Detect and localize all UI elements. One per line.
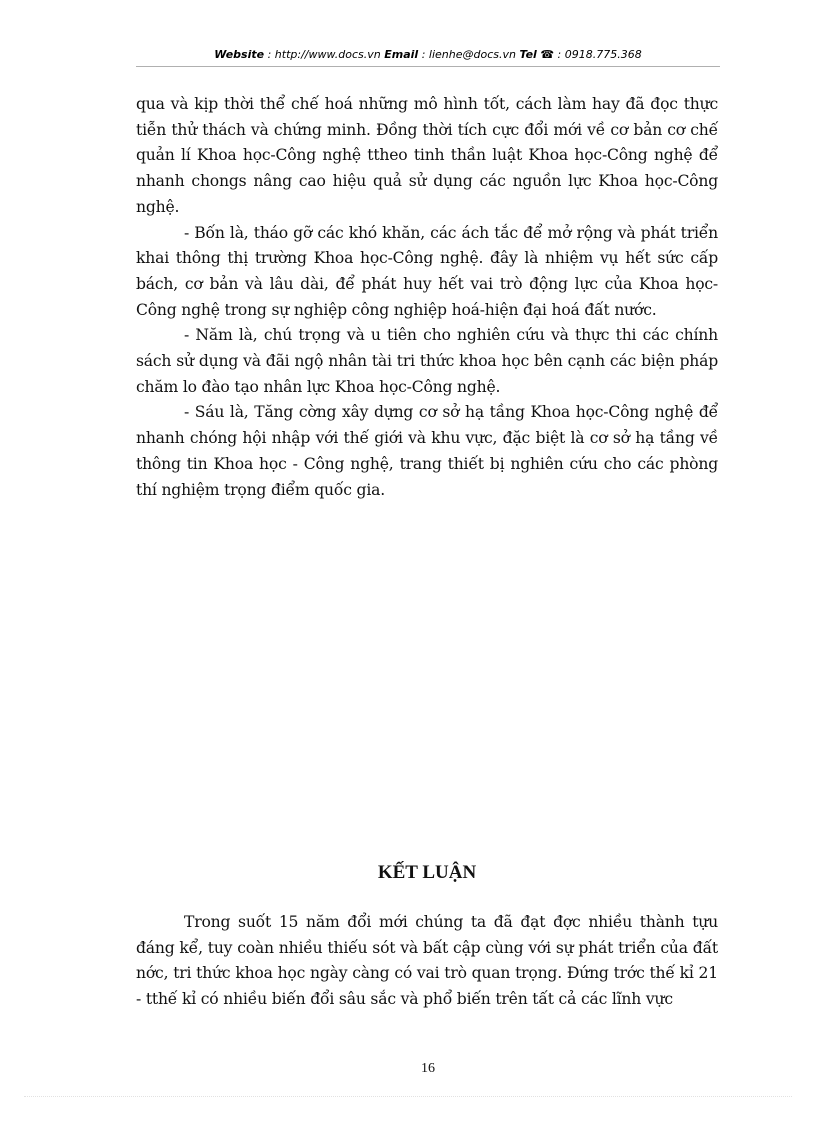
email-value: : lienhe@docs.vn: [418, 48, 520, 61]
conclusion-paragraph: Trong suốt 15 năm đổi mới chúng ta đã đạt đợc nhiều thành tựu đáng kể, tuy coàn nhiều thiếu sót và bất cập cùng với sự phát triển của đất nớc, tri thức khoa học ngày càng có vai trò quan trọng. Đứng trớc thế kỉ 21 - tthế kỉ có nhiều biến đổi sâu sắc và phổ biến trên tất cả các lĩnh vực: [136, 913, 718, 1009]
phone-icon: ☎: [540, 48, 555, 61]
paragraph-item-five: - Năm là, chú trọng và u tiên cho nghiên cứu và thực thi các chính sách sử dụng và đãi ngộ nhân tài tri thức khoa học bên cạnh các biện pháp chăm lo đào tạo nhân lực Khoa học-Công nghệ.: [136, 326, 718, 396]
tel-label: Tel: [519, 48, 537, 61]
paragraph-continuation: qua và kịp thời thể chế hoá những mô hình tốt, cách làm hay đã đọc thực tiễn thử thách và chứng minh. Đồng thời tích cực đổi mới về cơ bản cơ chế quản lí Khoa học-Công nghệ ttheo tinh thần luật Khoa học-Công nghệ để nhanh chongs nâng cao hiệu quả sử dụng các nguồn lực Khoa học-Công nghệ.: [136, 95, 718, 216]
page-number: 16: [421, 1061, 435, 1076]
website-label: Website: [214, 48, 265, 61]
section-title: KẾT LUẬN: [377, 862, 477, 883]
page-header: [136, 48, 720, 61]
website-value: : http://www.docs.vn: [264, 48, 385, 61]
header-divider: [136, 66, 720, 67]
paragraph-item-four: - Bốn là, tháo gỡ các khó khăn, các ách tắc để mở rộng và phát triển khai thông thị trường Khoa học-Công nghệ. đây là nhiệm vụ hết sức cấp bách, cơ bản và lâu dài, để phát huy hết vai trò động lực của Khoa học-Công nghệ trong sự nghiệp công nghiệp hoá-hiện đại hoá đất nước.: [136, 223, 718, 319]
conclusion-body: [136, 910, 718, 1013]
paragraph-item-six: - Sáu là, Tăng cờng xây dựng cơ sở hạ tầng Khoa học-Công nghệ để nhanh chóng hội nhập với thế giới và khu vực, đặc biệt là cơ sở hạ tầng về thông tin Khoa học - Công nghệ, trang thiết bị nghiên cứu cho các phòng thí nghiệm trọng điểm quốc gia.: [136, 403, 718, 499]
document-body: [136, 92, 718, 503]
tel-value: : 0918.775.368: [554, 48, 642, 61]
email-label: Email: [384, 48, 419, 61]
footer-divider: [24, 1096, 792, 1097]
